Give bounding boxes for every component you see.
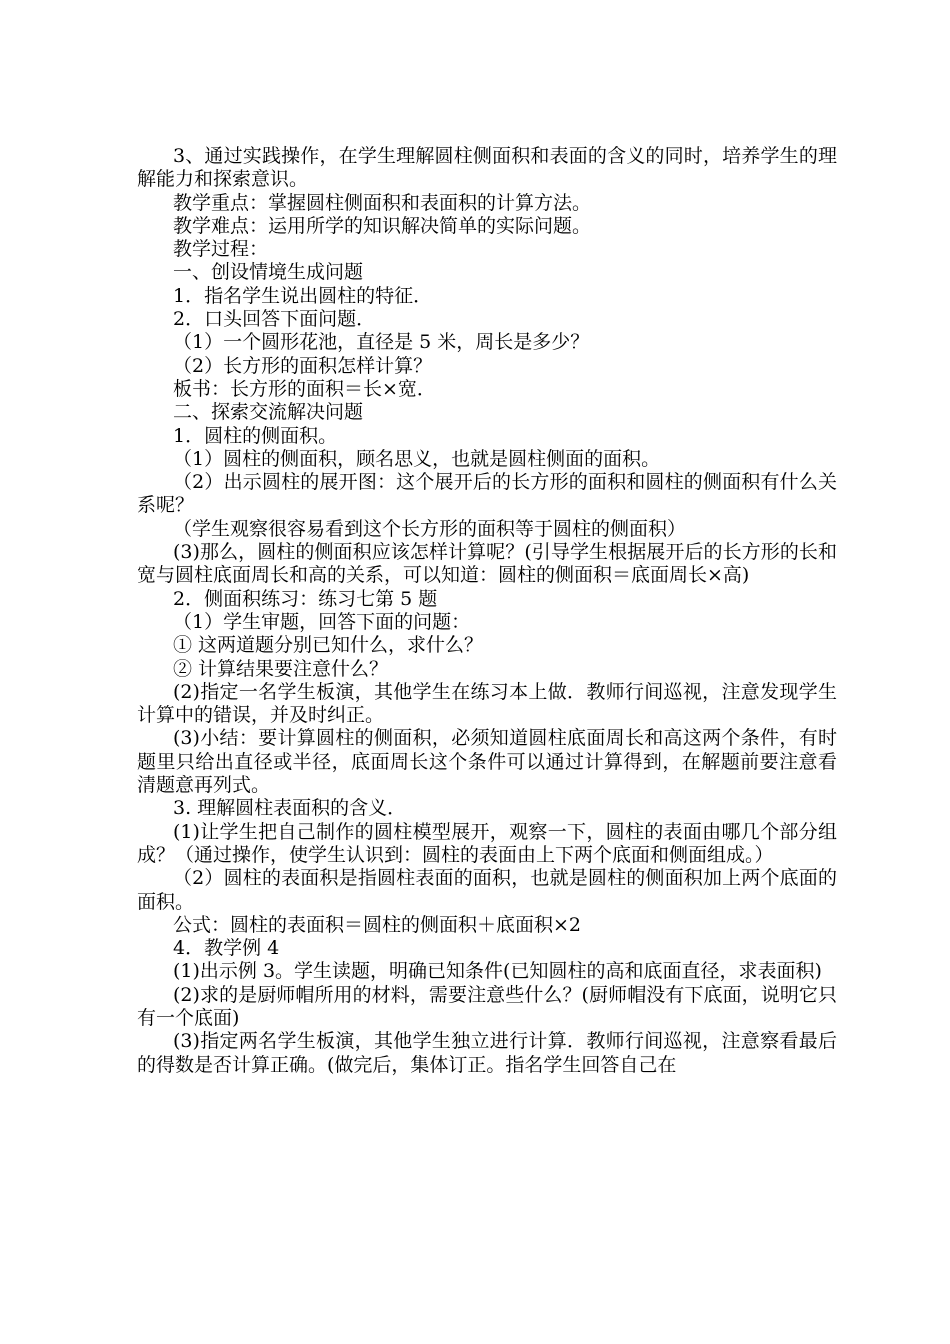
paragraph-24: (1)让学生把自己制作的圆柱模型展开，观察一下，圆柱的表面由哪几个部分组成？（通过操作，使学生认识到：圆柱的表面由上下两个底面和侧面组成。） (137, 820, 837, 866)
paragraph-7: 2．口头回答下面问题． (173, 308, 376, 331)
paragraph-22: (3)小结：要计算圆柱的侧面积，必须知道圆柱底面周长和高这两个条件，有时题里只给出直径或半径，底面周长这个条件可以通过计算得到，在解题前要注意看清题意再列式。 (137, 727, 837, 797)
paragraph-20: ② 计算结果要注意什么？ (173, 657, 389, 680)
paragraph-27: 4．教学例 4 (173, 937, 280, 960)
paragraph-2: 教学重点：掌握圆柱侧面积和表面积的计算方法。 (173, 191, 592, 214)
paragraph-29: (2)求的是厨师帽所用的材料，需要注意些什么？(厨师帽没有下底面，说明它只有一个底面) (137, 983, 837, 1029)
paragraph-3: 教学难点：运用所学的知识解决简单的实际问题。 (173, 214, 592, 237)
paragraph-15: （学生观察很容易看到这个长方形的面积等于圆柱的侧面积） (173, 517, 687, 540)
paragraph-10: 板书：长方形的面积＝长×宽． (173, 377, 436, 400)
paragraph-30: (3)指定两名学生板演，其他学生独立进行计算．教师行间巡视，注意察看最后的得数是否计算正确。(做完后，集体订正。指名学生回答自己在 (137, 1030, 837, 1076)
paragraph-14: （2）出示圆柱的展开图：这个展开后的长方形的面积和圆柱的侧面积有什么关系呢？ (137, 471, 837, 517)
paragraph-28: (1)出示例 3。学生读题，明确已知条件(已知圆柱的高和底面直径，求表面积) (173, 960, 822, 983)
paragraph-8: （1）一个圆形花池，直径是 5 米，周长是多少？ (173, 331, 590, 354)
paragraph-11: 二、探索交流解决问题 (173, 401, 364, 424)
paragraph-26: 公式：圆柱的表面积＝圆柱的侧面积＋底面积×2 (173, 913, 582, 936)
paragraph-4: 教学过程： (173, 238, 269, 261)
paragraph-6: 1．指名学生说出圆柱的特征． (173, 284, 433, 307)
paragraph-18: （1）学生审题，回答下面的问题： (173, 610, 471, 633)
paragraph-19: ① 这两道题分别已知什么，求什么？ (173, 634, 484, 657)
paragraph-12: 1．圆柱的侧面积。 (173, 424, 338, 447)
paragraph-17: 2．侧面积练习：练习七第 5 题 (173, 587, 438, 610)
document-body (137, 145, 837, 1077)
paragraph-25: （2）圆柱的表面积是指圆柱表面的面积，也就是圆柱的侧面积加上两个底面的面积。 (137, 867, 837, 913)
paragraph-1: 3、通过实践操作，在学生理解圆柱侧面积和表面的含义的同时，培养学生的理解能力和探索意识。 (137, 145, 837, 191)
paragraph-16: (3)那么，圆柱的侧面积应该怎样计算呢？(引导学生根据展开后的长方形的长和宽与圆柱底面周长和高的关系，可以知道：圆柱的侧面积＝底面周长×高) (137, 541, 837, 587)
paragraph-9: （2）长方形的面积怎样计算？ (173, 354, 433, 377)
paragraph-23: 3. 理解圆柱表面积的含义． (173, 797, 407, 820)
paragraph-21: (2)指定一名学生板演，其他学生在练习本上做．教师行间巡视，注意发现学生计算中的错误，并及时纠正。 (137, 680, 837, 727)
paragraph-13: （1）圆柱的侧面积，顾名思义，也就是圆柱侧面的面积。 (173, 447, 661, 470)
paragraph-5: 一、创设情境生成问题 (173, 261, 364, 284)
